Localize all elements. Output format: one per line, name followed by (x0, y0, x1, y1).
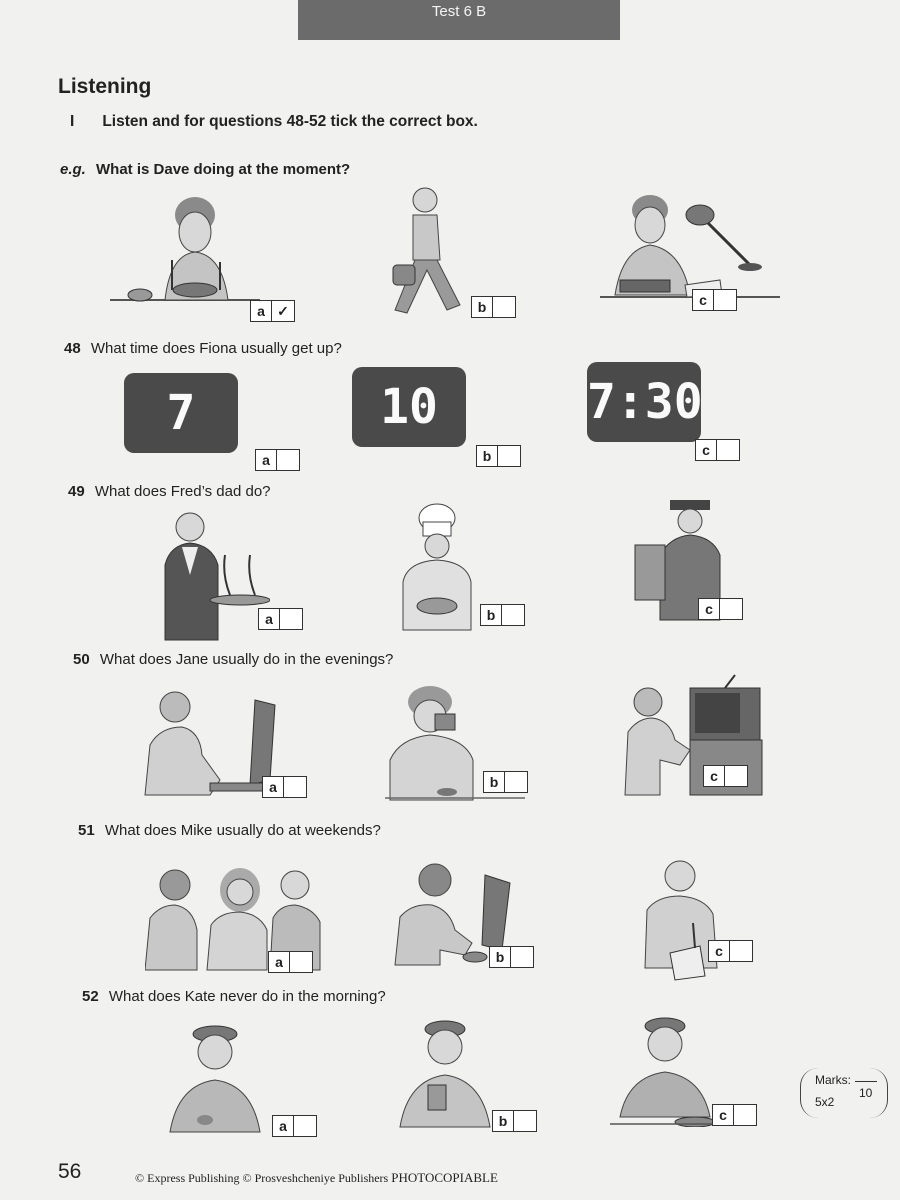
option-box-c[interactable] (698, 598, 743, 620)
answer-space (714, 290, 736, 310)
marks-total: 10 (859, 1086, 873, 1100)
option-box-b[interactable] (471, 296, 516, 318)
test-title-bar (298, 0, 620, 40)
option-box-c[interactable] (703, 765, 748, 787)
answer-space (498, 446, 520, 466)
option-letter: b (477, 446, 498, 466)
instruction (70, 113, 478, 131)
clock-time: 7 (166, 385, 196, 441)
option-letter: c (696, 440, 717, 460)
option-letter: a (269, 952, 290, 972)
answer-space (717, 440, 739, 460)
option-box-b[interactable] (492, 1110, 537, 1132)
option-box-a[interactable] (250, 300, 295, 322)
option-letter: c (693, 290, 714, 310)
question-number: 49 (68, 483, 85, 500)
answer-space (280, 609, 302, 629)
tick-mark: ✓ (277, 303, 289, 319)
question-text: What does Mike usually do at weekends? (104, 822, 381, 839)
kate-picture-b (390, 1015, 500, 1130)
answer-space (511, 947, 533, 967)
instruction-text: Listen and for questions 48-52 tick the correct box. (102, 113, 478, 130)
question-text: What time does Fiona usually get up? (90, 340, 342, 357)
question-49 (68, 483, 271, 500)
option-box-b[interactable] (489, 946, 534, 968)
marks-box (800, 1068, 888, 1118)
question-51 (78, 822, 381, 839)
option-letter: a (273, 1116, 294, 1136)
answer-space (505, 772, 527, 792)
option-box-c[interactable] (708, 940, 753, 962)
option-box-c[interactable] (695, 439, 740, 461)
option-letter: b (484, 772, 505, 792)
answer-space (290, 952, 312, 972)
walking-picture (385, 185, 475, 320)
question-number: 51 (78, 822, 95, 839)
marks-line (855, 1081, 877, 1082)
marks-multiplier: 5x2 (815, 1095, 835, 1109)
question-example (60, 161, 350, 178)
answer-space (284, 777, 306, 797)
question-50 (73, 651, 393, 668)
option-box-a[interactable] (262, 776, 307, 798)
footer (135, 1170, 498, 1186)
option-box-a[interactable] (258, 608, 303, 630)
answer-space (294, 1116, 316, 1136)
option-box-c[interactable] (712, 1104, 757, 1126)
clock-time: 10 (380, 379, 438, 435)
section-title: Listening (58, 75, 152, 98)
option-box-b[interactable] (483, 771, 528, 793)
clock-display-c (587, 362, 701, 442)
option-box-c[interactable] (692, 289, 737, 311)
option-box-b[interactable] (480, 604, 525, 626)
answer-space (730, 941, 752, 961)
question-number: 48 (64, 340, 81, 357)
question-48 (64, 340, 342, 357)
instruction-number: I (70, 113, 75, 130)
homework-picture (625, 848, 735, 983)
clock-display-a (124, 373, 238, 453)
marks-label: Marks: (815, 1073, 851, 1087)
option-letter: b (481, 605, 502, 625)
answer-space (277, 450, 299, 470)
option-box-a[interactable] (268, 951, 313, 973)
photocopiable-label: PHOTOCOPIABLE (391, 1170, 498, 1185)
question-text: What does Fred’s dad do? (94, 483, 271, 500)
answer-space (514, 1111, 536, 1131)
option-letter: c (709, 941, 730, 961)
answer-space (502, 605, 524, 625)
eating-picture (110, 190, 260, 315)
option-letter: a (256, 450, 277, 470)
chef-picture (395, 500, 480, 635)
question-text: What is Dave doing at the moment? (96, 161, 351, 178)
option-letter: c (713, 1105, 734, 1125)
studying-picture (600, 185, 780, 315)
copyright-text: © Express Publishing © Prosveshcheniye Publishers (135, 1171, 389, 1185)
waiter-picture (160, 505, 270, 645)
option-box-b[interactable] (476, 445, 521, 467)
question-52 (82, 988, 386, 1005)
answer-space (720, 599, 742, 619)
option-letter: a (263, 777, 284, 797)
option-letter: b (490, 947, 511, 967)
clock-display-b (352, 367, 466, 447)
option-letter: a (259, 609, 280, 629)
answer-space (734, 1105, 756, 1125)
page-number: 56 (58, 1160, 82, 1183)
kate-picture-a (160, 1020, 270, 1135)
option-letter: a (251, 301, 272, 321)
question-text: What does Kate never do in the morning? (108, 988, 386, 1005)
question-number: 52 (82, 988, 99, 1005)
answer-space (493, 297, 515, 317)
option-letter: c (704, 766, 725, 786)
answer-space (725, 766, 747, 786)
option-letter: b (472, 297, 493, 317)
test-title: Test 6 B (431, 3, 487, 20)
option-letter: c (699, 599, 720, 619)
question-number: 50 (73, 651, 90, 668)
option-box-a[interactable] (272, 1115, 317, 1137)
question-number: e.g. (60, 161, 86, 178)
option-letter: b (493, 1111, 514, 1131)
question-text: What does Jane usually do in the evenings? (99, 651, 394, 668)
option-box-a[interactable] (255, 449, 300, 471)
clock-time: 7:30 (587, 374, 703, 430)
